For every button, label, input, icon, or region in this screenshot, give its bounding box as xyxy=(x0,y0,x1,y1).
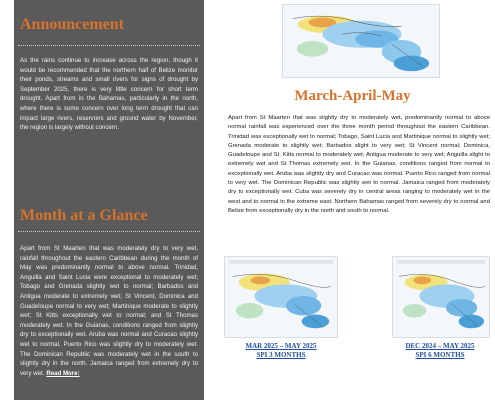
announcement-divider xyxy=(18,45,200,46)
announcement-title: Announcement xyxy=(20,16,125,33)
month-at-glance-title: Month at a Glance xyxy=(20,207,148,224)
spi-3-month-map xyxy=(224,256,338,338)
main-text: Apart from St Maarten that was slightly dry to moderately wet, predominantly normal to above normal rainfall was experienced over the three month period throughout the eastern Caribbean. Trinidad was exceptionally wet to normal; Tobago, Saint Lucia and Martinique normal to slightly wet; Grenada moderate to slightly wet; Barbados slight to very wet; St Vincent normal; Dominica, Guadeloupe and St. Kitts normal to moderately wet; Antigua moderate to very wet; Anguilla slight to extremely wet and St Thomas extremely wet. In the Guianas, conditions ranged from normal to exceptionally wet. Aruba was slightly dry and Curacao was normal. Puerto Rico ranged from normal to very wet. The Dominican Republic was slightly wet to normal. Jamaica ranged from moderately dry to exceptionally wet. Cuba was severely dry in central areas ranging to moderately wet in the west and to normal in the extreme east. Northern Bahamas ranged from severely dry to normal and Belize from exceptionally dry in the north and south to normal. xyxy=(228,115,490,214)
month-at-glance-body: Apart from St Maarten that was moderately dry to very wet, rainfall throughout the eastern Caribbean during the month of May was predominantly normal to above normal. Trinidad, Anguilla and Saint Lucia were exceptional to moderately wet; Tobago and Grenada slightly wet to normal; Barbados and Antigua moderate to extremely wet; St Vincent, Dominica and Guadeloupe normal to very wet; Martinique moderate to slightly wet; St Kitts exceptionally wet to normal; and St Thomas moderately wet. In the Guianas, conditions ranged from slightly dry to exceptionally wet. Aruba was normal and Curacao slightly wet to normal. Puerto Rico was slightly dry to moderately wet. The Dominican Republic was moderately wet in the south to slightly dry in the north. Jamaica ranged from extremely dry to very wet. xyxy=(20,245,198,377)
main-title: March-April-May xyxy=(294,88,411,104)
main-content xyxy=(210,0,495,400)
spi-6-month-caption xyxy=(388,342,492,360)
spi-6-month-date-range: DEC 2024 – MAY 2025 xyxy=(405,342,475,350)
sidebar xyxy=(14,0,204,400)
month-at-glance-text xyxy=(20,244,198,378)
spi-3-month-date-range: MAR 2025 – MAY 2025 xyxy=(245,342,317,350)
caribbean-map-image xyxy=(283,5,439,77)
spi-3-month-caption xyxy=(224,342,338,360)
spi-6-month-label: SPI 6 MONTHS xyxy=(415,351,465,359)
spi-3-month-map-image xyxy=(225,257,337,337)
spi-map-top xyxy=(282,4,440,78)
read-more-link[interactable]: Read More: xyxy=(46,369,80,377)
announcement-text: As the rains continue to increase across the region, though it would be recommended that the northern half of Belize monitor their ponds, streams and small rivers for signs of drought by September 2025, there is very little concern for short term drought. Apart from in the Bahamas, particularly in the north, where there is some concern over long term drought that can impact large rivers, reservoirs and ground water by November, the region is largely without concern. xyxy=(20,57,198,132)
month-at-glance-divider xyxy=(18,231,200,232)
spi-6-month-map-image xyxy=(393,257,489,337)
spi-6-month-map xyxy=(392,256,490,338)
spi-3-month-label: SPI 3 MONTHS xyxy=(256,351,306,359)
